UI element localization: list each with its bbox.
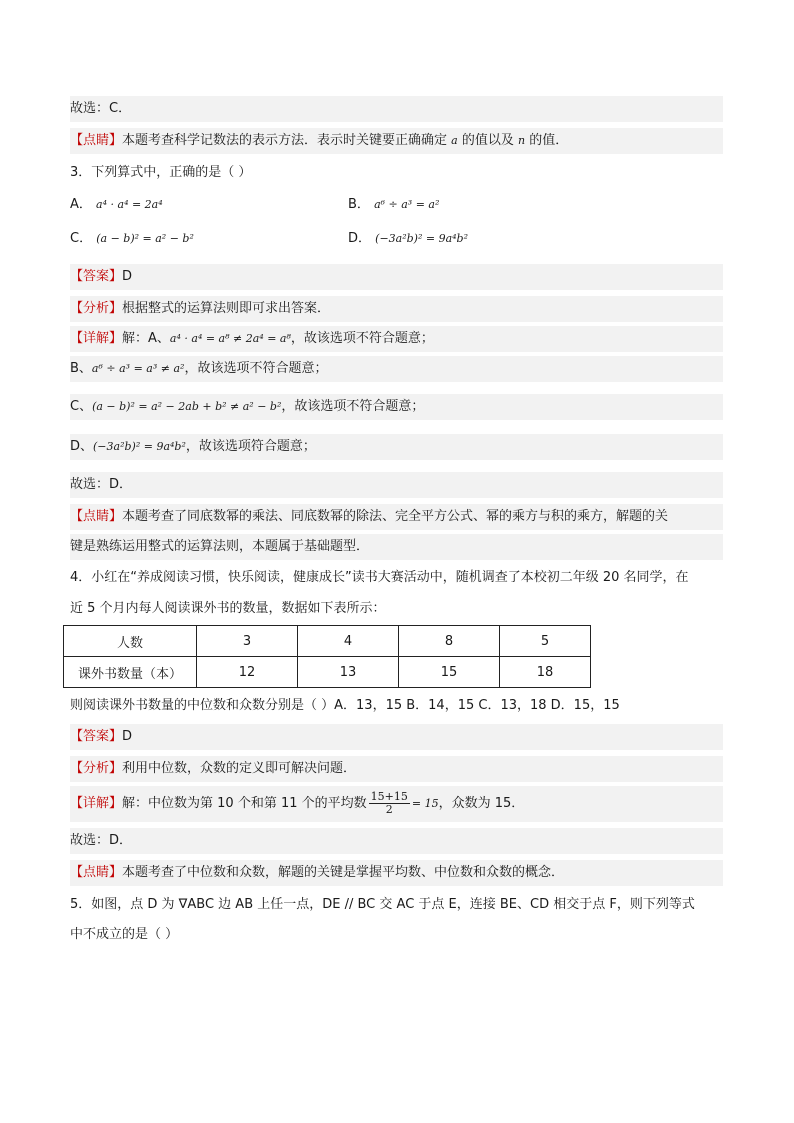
table-cell: 人数 [64,626,197,657]
table-cell: 15 [399,657,500,688]
tip-text: 本题考查科学记数法的表示方法．表示时关键要正确确定 [122,133,448,148]
answer-tag: 【答案】 [70,269,123,284]
prev-tip-line [70,128,723,154]
choose-text: 故选：D． [70,477,133,492]
q5-stem-1: 5．如图，点 D 为 ∇ABC 边 AB 上任一点，DE // BC 交 AC 于点 E，连接 BE、CD 相交于点 F，则下列等式 [70,897,695,912]
detail-end: ，众数为 15． [438,796,525,811]
tip-tag: 【点睛】 [70,509,123,524]
table-cell: 3 [197,626,298,657]
detail-text: 解：A、 [122,331,170,346]
analysis-tag: 【分析】 [70,301,123,316]
q5-stem-2: 中不成立的是（ ） [70,927,179,942]
option-label: A． [70,197,92,212]
detail-text: 解：中位数为第 10 个和第 11 个的平均数 [122,796,367,811]
q3-option-d [348,226,468,252]
q3-option-a [70,192,163,218]
prev-answer-line [70,96,723,122]
q3-detail-b [70,356,723,382]
q4-detail [70,786,723,822]
detail-text: C、 [70,399,93,414]
table-cell: 13 [298,657,399,688]
answer-text: D [122,269,133,284]
tip-mid: 的值以及 [461,133,514,148]
median-fraction [369,791,410,816]
q4-choose [70,828,723,854]
detail-end: ，故该选项不符合题意； [290,331,434,346]
var-a: a [451,134,458,147]
option-math: a⁴ · a⁴ = 2a⁴ [96,198,163,211]
option-math: (−3a²b)² = 9a⁴b² [375,232,469,245]
q3-tip-1 [70,504,723,530]
answer-text: D [122,729,133,744]
detail-tag: 【详解】 [70,331,123,346]
detail-end: ，故该选项不符合题意； [281,399,425,414]
tip-tag: 【点睛】 [70,865,123,880]
q3-detail-d [70,434,723,460]
q3-option-c [70,226,194,252]
table-row [64,626,591,657]
fraction-numerator: 15+15 [370,790,408,803]
table-cell: 18 [500,657,591,688]
data-table [63,625,591,688]
var-n: n [518,134,526,147]
q3-choose [70,472,723,498]
table-cell: 5 [500,626,591,657]
detail-math: = 15 [411,797,439,810]
table-cell: 8 [399,626,500,657]
detail-end: ，故该选项不符合题意； [184,361,328,376]
tip-text: 本题考查了中位数和众数，解题的关键是掌握平均数、中位数和众数的概念． [122,865,565,880]
q3-answer [70,264,723,290]
q4-analysis [70,756,723,782]
table-row [64,657,591,688]
detail-tag: 【详解】 [70,796,123,811]
q4-stem-2: 近 5 个月内每人阅读课外书的数量，数据如下表所示： [70,601,386,616]
analysis-text: 根据整式的运算法则即可求出答案． [122,301,331,316]
tip-end: 的值． [529,133,569,148]
table-cell: 课外书数量（本） [64,657,197,688]
q3-option-b [348,192,439,218]
tip-text: 本题考查了同底数幂的乘法、同底数幂的除法、完全平方公式、幂的乘方与积的乘方，解题的关 [122,509,669,524]
q3-analysis [70,296,723,322]
option-math: a⁶ ÷ a³ = a² [374,198,440,211]
q3-detail-c [70,394,723,420]
analysis-tag: 【分析】 [70,761,123,776]
q3-stem: 3．下列算式中，正确的是（ ） [70,165,252,180]
q4-stem-1: 4．小红在“养成阅读习惯，快乐阅读，健康成长”读书大赛活动中，随机调查了本校初二年级 20 名同学，在 [70,570,689,585]
fraction-denominator: 2 [385,803,393,816]
tip-text: 键是熟练运用整式的运算法则，本题属于基础题型． [70,539,370,554]
option-label: B． [348,197,370,212]
detail-text: B、 [70,361,92,376]
detail-math: (−3a²b)² = 9a⁴b² [93,440,186,453]
table-cell: 4 [298,626,399,657]
answer-tag: 【答案】 [70,729,123,744]
choose-text: 故选：D． [70,833,133,848]
detail-math: a⁴ · a⁴ = a⁸ ≠ 2a⁴ = a⁸ [169,332,291,345]
option-label: C． [70,231,93,246]
answer-text: 故选：C． [70,101,132,116]
analysis-text: 利用中位数，众数的定义即可解决问题． [122,761,357,776]
q4-question: 则阅读课外书数量的中位数和众数分别是（ ）A．13，15 B．14，15 C．13，18 D．15，15 [70,698,620,713]
detail-math: (a − b)² = a² − 2ab + b² ≠ a² − b² [92,400,282,413]
q3-detail-a [70,326,723,352]
tip-tag: 【点睛】 [70,133,123,148]
detail-end: ，故该选项符合题意； [185,439,316,454]
detail-text: D、 [70,439,94,454]
table-cell: 12 [197,657,298,688]
q3-tip-2 [70,534,723,560]
option-label: D． [348,231,372,246]
detail-math: a⁶ ÷ a³ = a³ ≠ a² [91,362,185,375]
q4-answer [70,724,723,750]
option-math: (a − b)² = a² − b² [96,232,194,245]
q4-tip [70,860,723,886]
